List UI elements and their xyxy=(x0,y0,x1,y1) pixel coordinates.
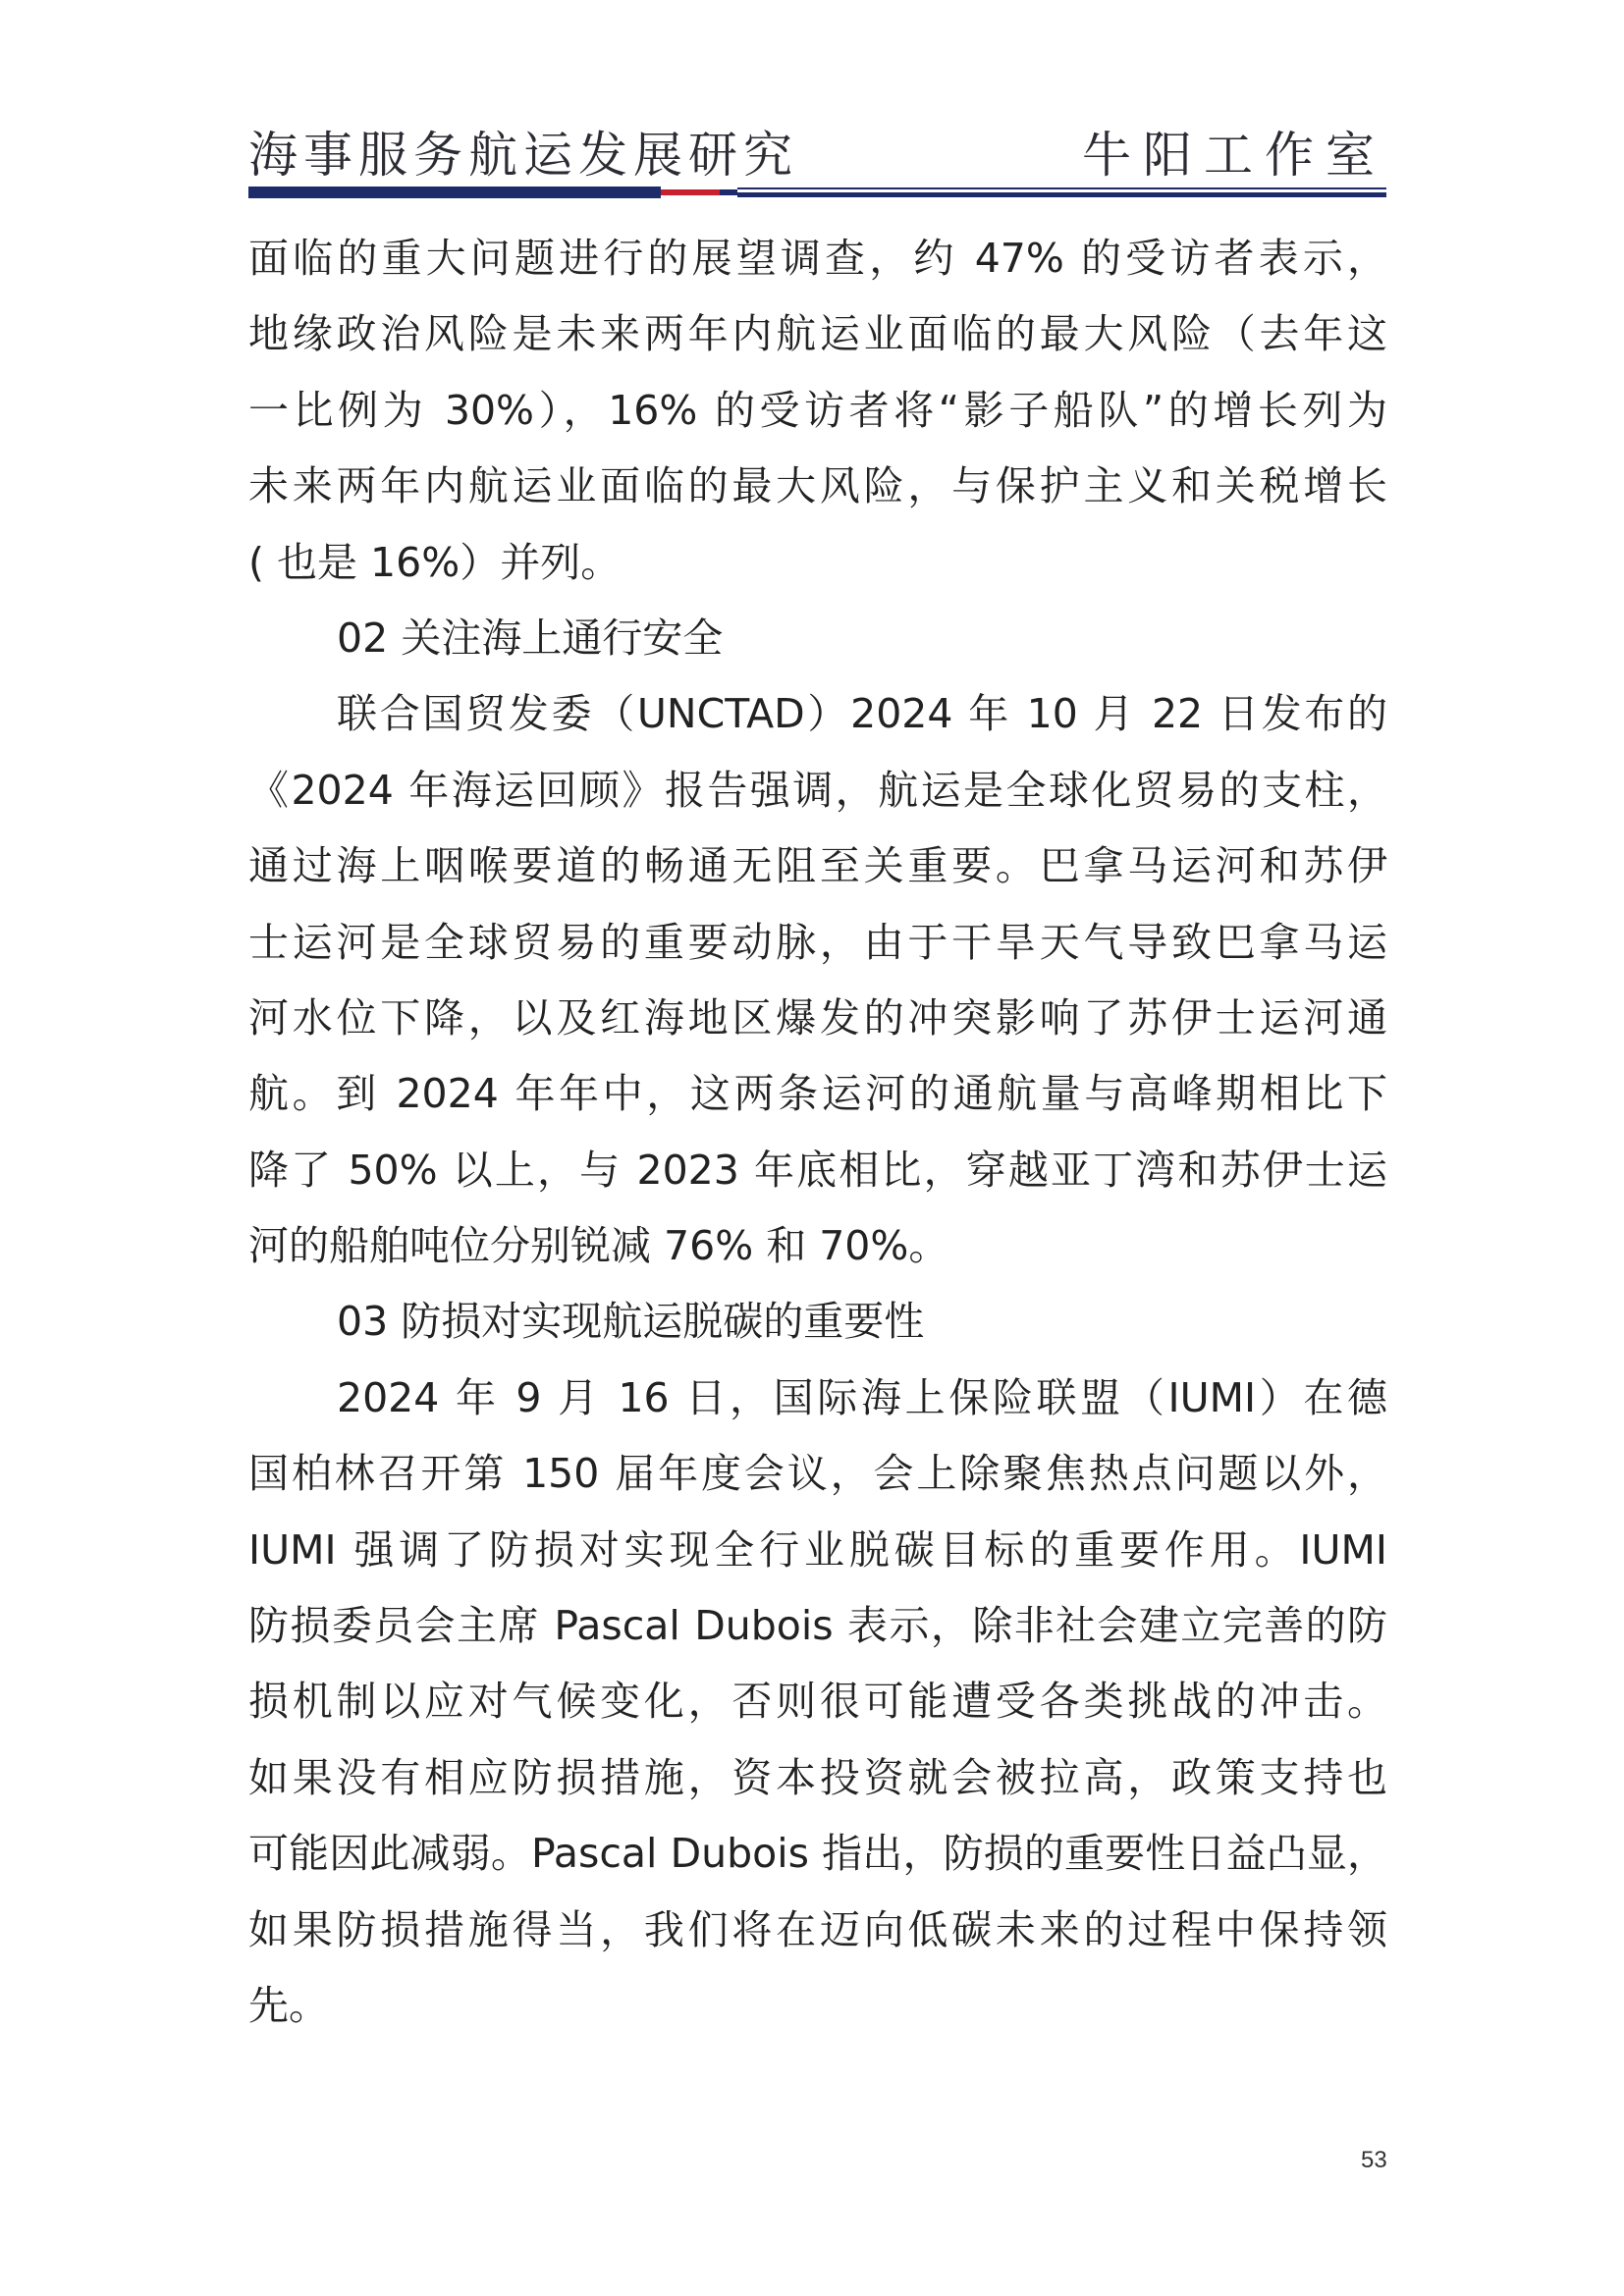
section-heading: 02 关注海上通行安全 xyxy=(337,614,724,662)
body-line: 士运河是全球贸易的重要动脉，由于干旱天气导致巴拿马运 xyxy=(248,918,1387,966)
header-rule-thin-line xyxy=(737,192,1386,197)
header-title: 海事服务航运发展研究 xyxy=(248,127,798,184)
body-line: 《2024 年海运回顾》报告强调，航运是全球化贸易的支柱， xyxy=(248,766,1387,814)
body-line: 面临的重大问题进行的展望调查，约 47% 的受访者表示， xyxy=(248,235,1387,282)
body-line: ( 也是 16%）并列。 xyxy=(248,538,622,586)
body-line: 未来两年内航运业面临的最大风险，与保护主义和关税增长 xyxy=(248,462,1387,510)
body-line: 地缘政治风险是未来两年内航运业面临的最大风险（去年这 xyxy=(248,310,1387,358)
body-line: 一比例为 30%），16% 的受访者将“影子船队”的增长列为 xyxy=(248,386,1387,434)
body-line: 联合国贸发委（UNCTAD）2024 年 10 月 22 日发布的 xyxy=(337,690,1387,738)
header-rule-blue-bar xyxy=(248,187,661,198)
body-line: 防损委员会主席 Pascal Dubois 表示，除非社会建立完善的防 xyxy=(248,1602,1387,1650)
body-line: 通过海上咽喉要道的畅通无阻至关重要。巴拿马运河和苏伊 xyxy=(248,842,1387,890)
page-body xyxy=(248,221,1387,2044)
header-rule-red-stripe xyxy=(661,189,720,195)
section-heading: 03 防损对实现航运脱碳的重要性 xyxy=(337,1298,925,1346)
header-studio-name: 牛阳工作室 xyxy=(1082,127,1386,184)
header-rule xyxy=(248,187,1386,198)
body-line: 降了 50% 以上，与 2023 年底相比，穿越亚丁湾和苏伊士运 xyxy=(248,1146,1387,1194)
header-rule-thin-line-top xyxy=(737,187,1386,189)
body-line: 河的船舶吨位分别锐减 76% 和 70%。 xyxy=(248,1222,949,1270)
body-line: 如果没有相应防损措施，资本投资就会被拉高，政策支持也 xyxy=(248,1753,1387,1801)
body-line: 先。 xyxy=(248,1981,329,2029)
body-line: 河水位下降，以及红海地区爆发的冲突影响了苏伊士运河通 xyxy=(248,993,1387,1041)
body-line: 如果防损措施得当，我们将在迈向低碳未来的过程中保持领 xyxy=(248,1905,1387,1953)
header-rule-blue-stripe xyxy=(720,189,737,195)
body-line: 航。到 2024 年年中，这两条运河的通航量与高峰期相比下 xyxy=(248,1070,1387,1118)
page-number: 53 xyxy=(1361,2147,1387,2173)
body-line: IUMI 强调了防损对实现全行业脱碳目标的重要作用。IUMI xyxy=(248,1525,1387,1574)
body-line: 2024 年 9 月 16 日，国际海上保险联盟（IUMI）在德 xyxy=(337,1373,1387,1421)
page-header xyxy=(248,126,1386,200)
body-line: 损机制以应对气候变化，否则很可能遭受各类挑战的冲击。 xyxy=(248,1678,1387,1726)
body-line: 可能因此减弱。Pascal Dubois 指出，防损的重要性日益凸显， xyxy=(248,1830,1387,1878)
body-line: 国柏林召开第 150 届年度会议，会上除聚焦热点问题以外， xyxy=(248,1450,1387,1498)
